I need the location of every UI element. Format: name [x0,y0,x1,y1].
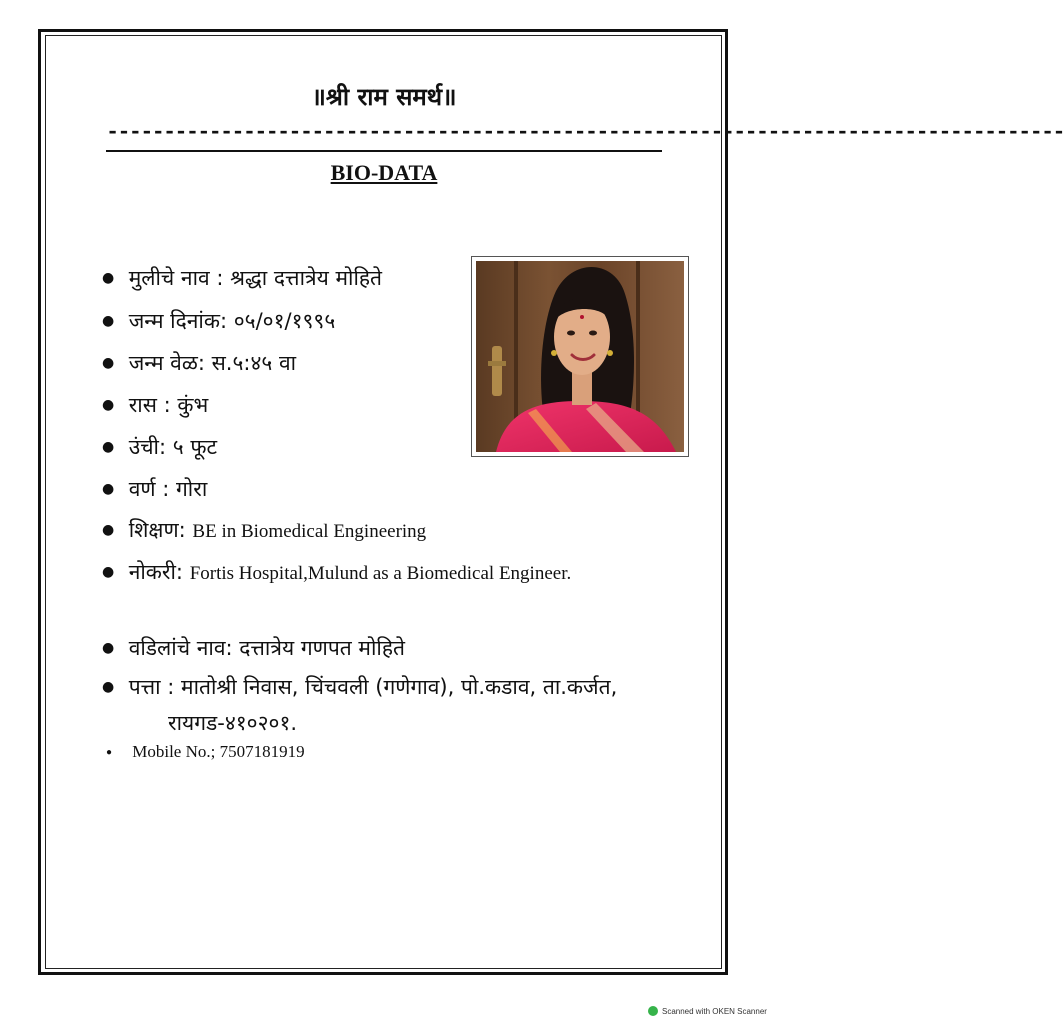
scanner-watermark-text: Scanned with OKEN Scanner [662,1007,767,1016]
separator-rule [106,150,662,152]
detail-label: वर्ण : [128,477,170,501]
detail-label: जन्म वेळ: [128,351,205,375]
mobile-value: 7507181919 [219,742,305,761]
bullet-icon: ● [102,270,115,286]
list-item-father-name [102,633,405,663]
scanner-watermark [648,1006,767,1016]
bullet-icon: ● [102,679,115,695]
scanner-logo-icon [648,1006,658,1016]
list-item-birth-time [102,348,296,378]
list-item-complexion [102,474,207,504]
invocation-heading: ॥श्री राम समर्थ॥ [311,83,457,111]
bullet-icon: ● [102,313,115,329]
list-item-zodiac [102,390,208,420]
bullet-icon: ● [102,564,115,580]
detail-label: शिक्षण: [128,518,186,542]
list-item-education [102,515,426,547]
detail-value: कुंभ [177,393,209,417]
address-line-2: रायगड-४१०२०१. [168,711,298,735]
bullet-icon: ● [102,355,115,371]
detail-value: स.५:४५ वा [211,351,297,375]
detail-value: श्रद्धा दत्तात्रेय मोहिते [230,266,383,290]
list-item-birth-date [102,306,335,336]
bullet-icon: ● [106,747,113,758]
list-item-mobile [106,739,305,766]
dashed-separator: ------------------------------------------------------------------------------------ [106,120,1064,145]
detail-label: पत्ता : [128,675,175,699]
bullet-icon: ● [102,397,115,413]
detail-value: Fortis Hospital,Mulund as a Biomedical Engineer. [189,563,572,584]
list-item-occupation [102,557,571,589]
detail-value: BE in Biomedical Engineering [192,521,427,542]
detail-value: ०५/०१/१९९५ [233,309,336,333]
bullet-icon: ● [102,522,115,538]
page-title: BIO-DATA [330,160,438,185]
detail-label: वडिलांचे नाव: [128,636,233,660]
list-item-bride-name [102,263,382,293]
detail-label: रास : [128,393,171,417]
detail-value: गोरा [175,477,208,501]
mobile-label: Mobile No.; [132,742,216,761]
list-item-address [102,672,617,702]
detail-value: ५ फूट [172,435,218,459]
detail-label: मुलीचे नाव : [128,266,224,290]
detail-value: दत्तात्रेय गणपत मोहिते [239,636,405,660]
detail-label: जन्म दिनांक: [128,309,228,333]
bullet-icon: ● [102,640,115,656]
detail-label: उंची: [128,435,167,459]
list-item-height [102,432,217,462]
profile-photo-image [476,261,684,452]
detail-label: नोकरी: [128,560,184,584]
bullet-icon: ● [102,439,115,455]
profile-photo [471,256,689,457]
address-line-1: मातोश्री निवास, चिंचवली (गणेगाव), पो.कडाव, ता.कर्जत, [181,675,618,699]
bullet-icon: ● [102,481,115,497]
